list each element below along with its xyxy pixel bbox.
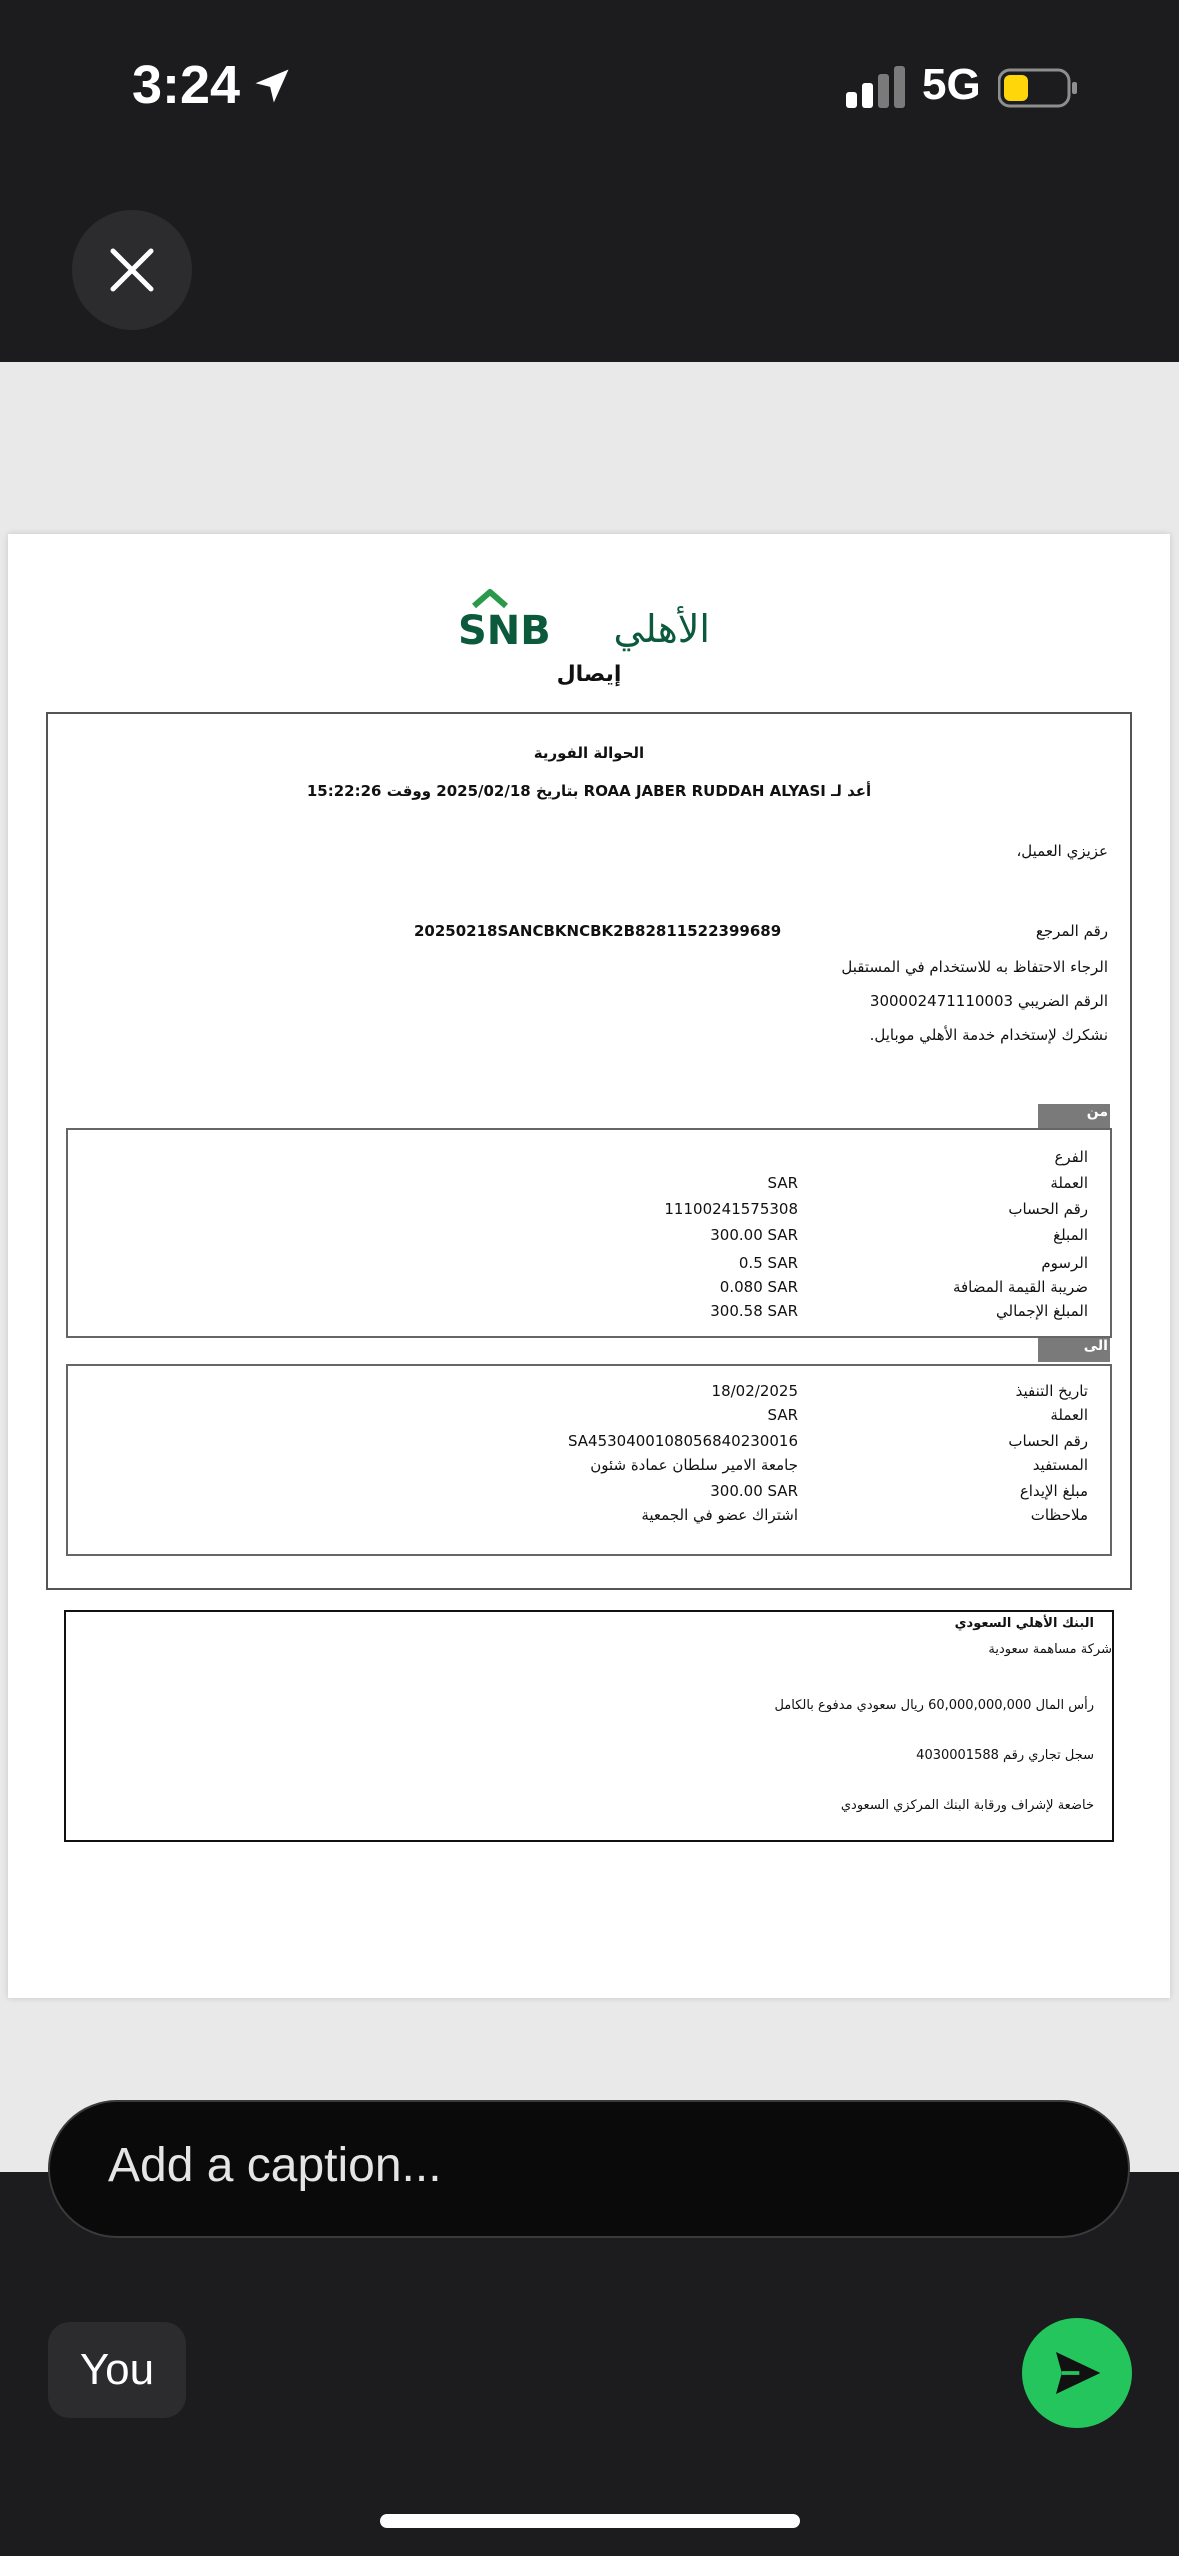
svg-text:SNB: SNB [458, 608, 551, 654]
svg-text:الأهلي: الأهلي [613, 607, 710, 651]
to-notes-value: اشتراك عضو في الجمعية [641, 1506, 798, 1524]
reference-label: رقم المرجع [1035, 922, 1108, 940]
to-section-tab: الى [1038, 1338, 1110, 1362]
from-vat-label: ضريبة القيمة المضافة [952, 1278, 1088, 1296]
to-notes-label: ملاحظات [1030, 1506, 1088, 1524]
reference-number: 20250218SANCBKNCBK2B82811522399689 [414, 922, 782, 940]
from-fees-value: 0.5 SAR [738, 1254, 798, 1272]
from-currency-value: SAR [767, 1174, 798, 1192]
send-icon [1049, 2345, 1105, 2401]
cellular-signal-icon [846, 66, 908, 108]
from-section [66, 1128, 1112, 1338]
close-button[interactable] [72, 210, 192, 330]
to-account-value: SA4530400108056840230016 [567, 1432, 798, 1450]
close-icon [109, 247, 155, 293]
to-beneficiary-value: جامعة الامير سلطان عمادة شئون [590, 1456, 798, 1474]
from-amount-value: 300.00 SAR [710, 1226, 798, 1244]
home-indicator[interactable] [380, 2514, 800, 2528]
bank-cr-number: سجل تجاري رقم 4030001588 [916, 1748, 1094, 1763]
from-account-label: رقم الحساب [1008, 1200, 1088, 1218]
to-deposit-label: مبلغ الإيداع [1019, 1482, 1088, 1500]
to-account-label: رقم الحساب [1008, 1432, 1088, 1450]
status-bar [0, 0, 1179, 175]
location-arrow-icon [250, 64, 294, 108]
caption-placeholder: Add a caption... [108, 2139, 442, 2192]
receipt-title: إيصال [556, 662, 622, 687]
tax-number: الرقم الضريبي 300002471110003 [869, 992, 1108, 1010]
to-deposit-value: 300.00 SAR [710, 1482, 798, 1500]
from-currency-label: العملة [1050, 1174, 1088, 1192]
caption-input[interactable] [48, 2100, 1130, 2238]
to-currency-label: العملة [1050, 1406, 1088, 1424]
bank-capital: رأس المال 60,000,000,000 ريال سعودي مدفوع بالكامل [774, 1698, 1094, 1713]
snb-logo [458, 584, 718, 654]
bank-info-box [64, 1610, 1114, 1842]
from-total-label: المبلغ الإجمالي [996, 1302, 1088, 1320]
network-type: 5G [922, 60, 981, 109]
greeting: عزيزي العميل، [1016, 842, 1108, 860]
receipt-image [8, 534, 1170, 1998]
from-branch-label: الفرع [1054, 1148, 1088, 1166]
keep-note: الرجاء الاحتفاظ به للاستخدام في المستقبل [841, 958, 1108, 976]
transfer-type: الحوالة الفورية [533, 744, 645, 762]
thanks-note: نشكرك لإستخدام خدمة الأهلي موبايل. [869, 1026, 1108, 1044]
receipt-body [46, 712, 1132, 1590]
from-amount-label: المبلغ [1053, 1226, 1088, 1244]
from-section-tab: من [1038, 1104, 1110, 1128]
to-date-value: 18/02/2025 [711, 1382, 798, 1400]
from-fees-label: الرسوم [1041, 1254, 1088, 1272]
to-section [66, 1364, 1112, 1556]
status-time: 3:24 [132, 55, 241, 115]
bank-supervision: خاضعة لإشراف ورقابة البنك المركزي السعودي [840, 1798, 1094, 1813]
bank-company-type: شركة مساهمة سعودية [988, 1642, 1112, 1657]
bank-name: البنك الأهلي السعودي [954, 1616, 1094, 1631]
battery-icon [998, 68, 1078, 108]
from-total-value: 300.58 SAR [710, 1302, 798, 1320]
to-beneficiary-label: المستفيد [1032, 1456, 1088, 1474]
from-account-value: 11100241575308 [664, 1200, 798, 1218]
to-currency-value: SAR [767, 1406, 798, 1424]
from-vat-value: 0.080 SAR [719, 1278, 798, 1296]
send-button[interactable] [1022, 2318, 1132, 2428]
prepared-for-line: أعد لـ ROAA JABER RUDDAH ALYASI بتاريخ 2025/02/18 ووقت 15:22:26 [306, 782, 872, 800]
to-date-label: تاريخ التنفيذ [1015, 1382, 1088, 1400]
recipient-chip[interactable]: You [48, 2322, 186, 2418]
